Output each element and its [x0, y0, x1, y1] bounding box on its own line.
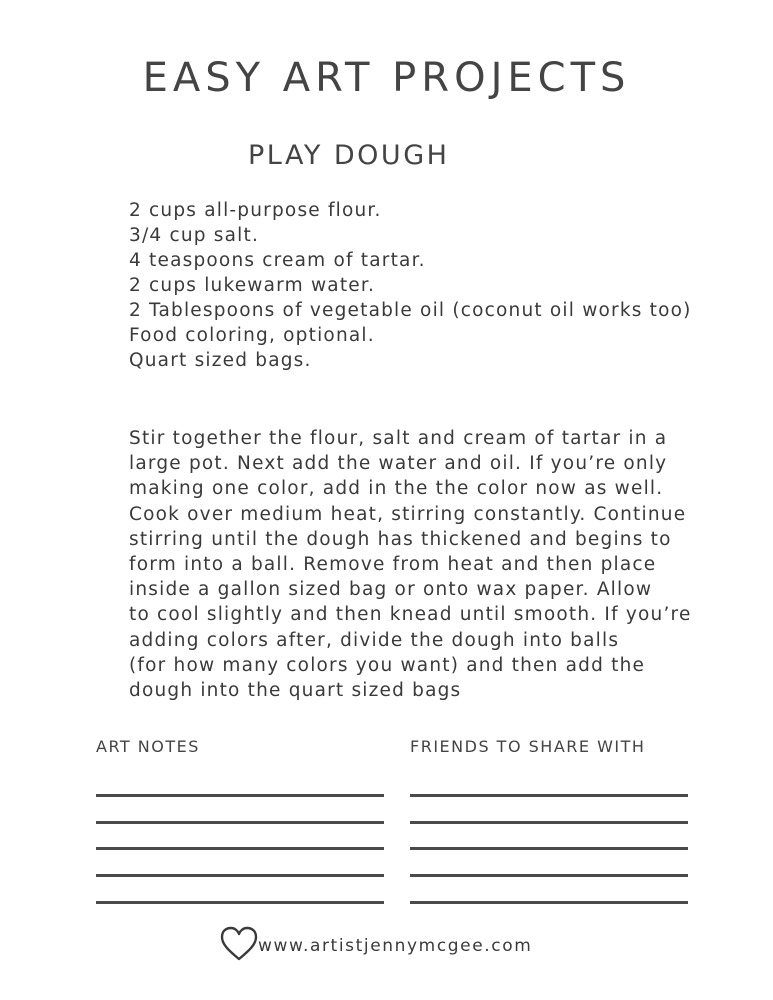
art-notes-line	[96, 794, 384, 797]
ingredient-item: 3/4 cup salt.	[129, 225, 260, 246]
heart-icon	[220, 926, 258, 962]
directions-line: Cook over medium heat, stirring constantly. Continue	[129, 503, 687, 525]
directions-paragraph	[129, 426, 729, 703]
website-link[interactable]: www.artistjennymcgee.com	[258, 936, 533, 956]
art-notes-heading: ART NOTES	[96, 737, 200, 756]
friends-line	[410, 847, 688, 850]
ingredient-item: Quart sized bags.	[129, 350, 312, 371]
ingredient-item: 2 Tablespoons of vegetable oil (coconut oil works too)	[129, 300, 692, 321]
friends-line	[410, 821, 688, 824]
ingredient-item: 4 teaspoons cream of tartar.	[129, 250, 426, 271]
footer	[0, 926, 773, 966]
recipe-title: PLAY DOUGH	[248, 140, 450, 171]
directions-line: form into a ball. Remove from heat and then place	[129, 554, 657, 576]
art-notes-line	[96, 901, 384, 904]
directions-line: to cool slightly and then knead until smooth. If you’re	[129, 604, 692, 626]
directions-line: adding colors after, divide the dough into balls	[129, 629, 620, 651]
page-title: EASY ART PROJECTS	[142, 55, 631, 101]
art-notes-line	[96, 874, 384, 877]
directions-line: large pot. Next add the water and oil. If you’re only	[129, 453, 668, 475]
art-notes-line	[96, 821, 384, 824]
directions-line: dough into the quart sized bags	[129, 680, 462, 702]
ingredient-item: 2 cups lukewarm water.	[129, 275, 376, 296]
directions-line: stirring until the dough has thickened and begins to	[129, 528, 672, 550]
friends-line	[410, 874, 688, 877]
ingredient-item: 2 cups all-purpose flour.	[129, 200, 382, 221]
art-notes-line	[96, 847, 384, 850]
ingredients-list	[129, 198, 692, 373]
directions-line: making one color, add in the the color now as well.	[129, 478, 664, 500]
friends-line	[410, 901, 688, 904]
friends-heading: FRIENDS TO SHARE WITH	[410, 737, 646, 756]
directions-line: Stir together the flour, salt and cream of tartar in a	[129, 428, 668, 449]
friends-line	[410, 794, 688, 797]
directions-line: (for how many colors you want) and then add the	[129, 654, 646, 676]
ingredient-item: Food coloring, optional.	[129, 325, 375, 346]
directions-line: inside a gallon sized bag or onto wax paper. Allow	[129, 579, 653, 601]
